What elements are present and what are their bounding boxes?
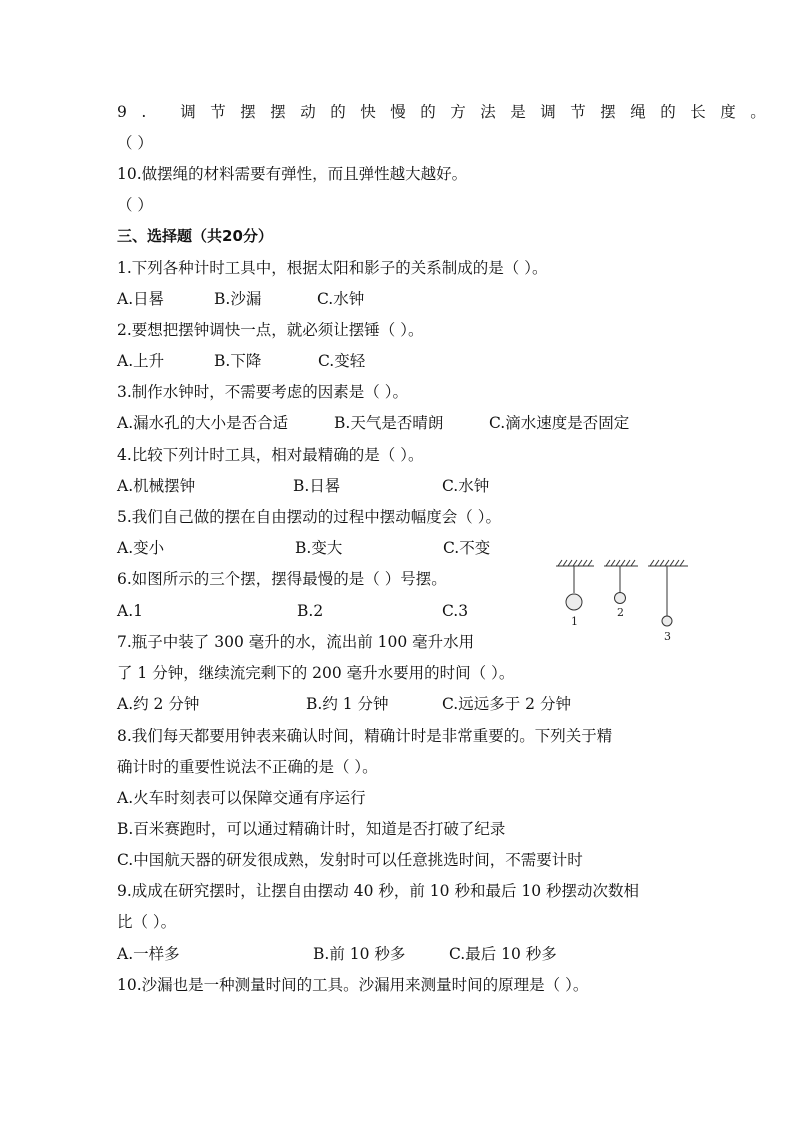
- option-c: C.滴水速度是否固定: [489, 414, 630, 432]
- option-c: C.水钟: [442, 477, 490, 495]
- question-stem-line1: 7.瓶子中装了 300 毫升的水，流出前 100 毫升水用: [117, 633, 475, 651]
- section-title: 三、选择题（共20分）: [117, 227, 273, 245]
- option-a: A.上升: [117, 352, 165, 370]
- option-c: C.3: [442, 602, 469, 620]
- option-a: A.火车时刻表可以保障交通有序运行: [117, 789, 366, 807]
- question-stem: 3.制作水钟时，不需要考虑的因素是（ ）。: [117, 383, 408, 401]
- option-c: C.中国航天器的研发很成熟，发射时可以任意挑选时间，不需要计时: [117, 851, 583, 869]
- option-c: C.远远多于 2 分钟: [442, 695, 571, 713]
- question-stem-line2: 确计时的重要性说法不正确的是（ ）。: [117, 758, 378, 776]
- option-b: B.下降: [214, 352, 262, 370]
- option-a: A.机械摆钟: [117, 477, 196, 495]
- option-b: B.2: [297, 602, 324, 620]
- option-b: B.变大: [295, 539, 343, 557]
- option-c: C.水钟: [317, 290, 365, 308]
- pendulum-label-1: 1: [571, 615, 578, 628]
- question-stem: 2.要想把摆钟调快一点，就必须让摆锤（ ）。: [117, 321, 424, 339]
- question-stem: 5.我们自己做的摆在自由摆动的过程中摆动幅度会（ ）。: [117, 508, 501, 526]
- question-stem-line1: 8.我们每天都要用钟表来确认时间，精确计时是非常重要的。下列关于精: [117, 727, 613, 745]
- question-stem: 10.沙漏也是一种测量时间的工具。沙漏用来测量时间的原理是（ ）。: [117, 976, 589, 994]
- option-c: C.最后 10 秒多: [449, 945, 557, 963]
- judgement-q10-blank: （ ）: [117, 196, 153, 214]
- pendulum-label-3: 3: [664, 630, 671, 643]
- option-a: A.变小: [117, 539, 165, 557]
- option-b: B.约 1 分钟: [306, 695, 389, 713]
- option-c: C.不变: [443, 539, 491, 557]
- pendulum-bob-2: [615, 593, 626, 604]
- question-stem-line1: 9.成成在研究摆时，让摆自由摆动 40 秒，前 10 秒和最后 10 秒摆动次数相: [117, 882, 640, 900]
- judgement-q10-text: 10.做摆绳的材料需要有弹性，而且弹性越大越好。: [117, 165, 468, 183]
- option-b: B.前 10 秒多: [313, 945, 406, 963]
- question-stem: 6.如图所示的三个摆，摆得最慢的是（ ）号摆。: [117, 570, 447, 588]
- question-stem-line2: 了 1 分钟，继续流完剩下的 200 毫升水要用的时间（ ）。: [117, 664, 515, 682]
- pendulum-label-2: 2: [617, 606, 624, 619]
- option-b: B.百米赛跑时，可以通过精确计时，知道是否打破了纪录: [117, 820, 506, 838]
- judgement-q9-blank: （ ）: [117, 134, 153, 152]
- pendulum-bob-1: [566, 594, 582, 610]
- question-stem-line2: 比（ ）。: [117, 913, 177, 931]
- judgement-q9-text: 9. 调节摆摆动的快慢的方法是调节摆绳的长度。: [117, 103, 781, 121]
- pendulum-figure: [548, 556, 696, 648]
- option-a: A.约 2 分钟: [117, 695, 200, 713]
- option-a: A.1: [117, 602, 143, 620]
- option-c: C.变轻: [318, 352, 366, 370]
- pendulum-bob-3: [662, 616, 672, 626]
- option-b: B.日晷: [293, 477, 341, 495]
- question-stem: 1.下列各种计时工具中，根据太阳和影子的关系制成的是（ ）。: [117, 259, 548, 277]
- option-a: A.漏水孔的大小是否合适: [117, 414, 289, 432]
- option-b: B.沙漏: [214, 290, 262, 308]
- option-b: B.天气是否晴朗: [334, 414, 444, 432]
- question-stem: 4.比较下列计时工具，相对最精确的是（ ）。: [117, 446, 424, 464]
- option-a: A.日晷: [117, 290, 165, 308]
- option-a: A.一样多: [117, 945, 180, 963]
